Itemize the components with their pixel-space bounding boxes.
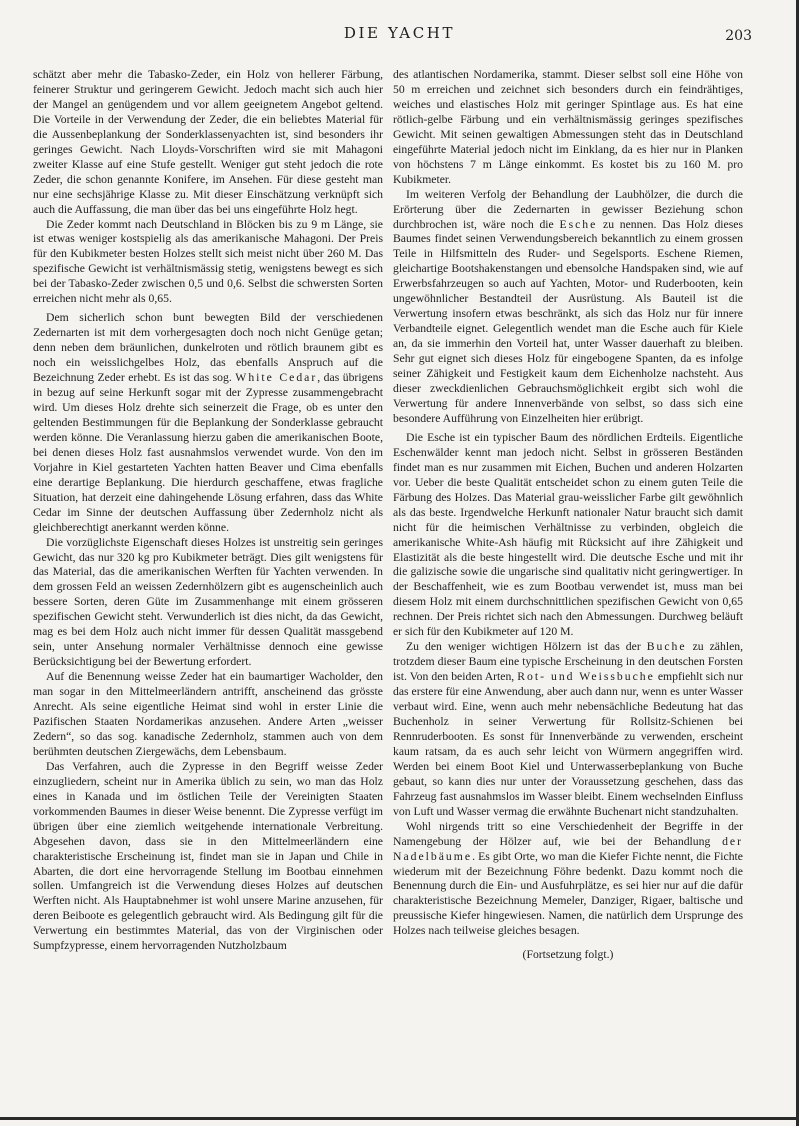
- paragraph-text: , das übrigens in bezug auf seine Herkunft sogar mit der Zypresse zusammengebracht wird. Um dieses Holz drehte sich seinerzeit die Frage, ob es unter den geltenden Bestimmungen für die Beplankung der Sonderklasse gebraucht werden könne. Die Veranlassung hierzu gaben die amerikanischen Boote, bei denen dieses Holz fast ausnahmslos verwendet wurde. Von den im Vorjahre in Kiel gestarteten Yachten hatten Beaver und Cima ebenfalls eine derartige Beplankung. Die hierdurch geschaffene, etwas fragliche Situation, hat derzeit eine dahingehende Lösung erfahren, dass das White Cedar im Sinne der deutschen Auffassung über Zedernholz nicht als gleichberechtigt anerkannt werden könne.: [33, 371, 383, 534]
- running-header-title: DIE YACHT: [343, 24, 456, 42]
- spaced-term-rot-weissbuche: Rot- und Weissbuche: [517, 670, 655, 684]
- paragraph-text: zu nennen. Das Holz dieses Baumes findet seinen Verwendungsbereich bekanntlich zu einem grossen Teile in Hilfsmitteln des Ruder- und Segelsports. Eschene Riemen, gleichartige Bootshakenstangen und ebensolche Handspaken sind, wie auf Erwerbsfahrzeugen so auch auf Yachten, Motor- und Ruderbooten, kein ungewöhnlicher Bestandteil der Ausrüstung. Als Bauteil ist die Verwertung insofern etwas beschränkt, als sich das Holz nur für innere Verbandteile eignet. Gelegentlich wendet man die Esche auch für Kiele an, da sie immerhin den Vorteil hat, unter Wasser dauerhaft zu bleiben. Sehr gut eignet sich dieses Holz für eingebogene Spanten, da es infolge seiner Zähigkeit und Festigkeit kaum dem Eichenholze nachsteht. Aus dieser zweckdienlichen Gebrauchsmöglichkeit ergibt sich wohl die Verwertung für andere Innenverbände von selbst, so dass sich eine besondere Aufführung von Einzelheiten hier erübrigt.: [393, 217, 744, 425]
- paragraph: Das Verfahren, auch die Zypresse in den Begriff weisse Zeder einzugliedern, scheint nur in Amerika üblich zu sein, wo man das Holz eines in Kanada und im östlichen Teile der Vereinigten Staaten vorkommenden Baumes in dieser Weise benennt. Die Zypresse verfügt im übrigen über eine ziemlich weitgehende internationale Verbreitung. Abgesehen davon, dass sie in den Mittelmeerländern eine charakteristische Erscheinung ist, findet man sie in Japan und Chile in Abarten, die dort eine hervorragende Stellung im Bootbau einnehmen sollen. Umfangreich ist die Verwendung dieses Holzes auf deutschen Werften nicht. Als Hauptabnehmer ist wohl unsere Marine anzusehen, für deren Beiboote es gelegentlich gebraucht wird. Als Bedingung gilt für die Verwertung ein bestimmtes Material, das von der Virginischen oder Sumpfzypresse, einem hervorragenden Nutzholzbaum: [33, 759, 383, 953]
- paragraph: Die Esche ist ein typischer Baum des nördlichen Erdteils. Eigentliche Eschenwälder kennt man jedoch nicht. Selbst in grösseren Beständen findet man es nur zusammen mit Eichen, Buchen und anderen Holzarten vor. Ueber die beste Qualität entscheidet schon zu einem guten Teile die Färbung des Holzes. Das Material grau-weisslicher Farbe gilt gewöhnlich als das beste. Irgendwelche Herkunft nationaler Natur braucht sich damit nicht für die heimischen Verhältnisse zu verbinden, obgleich die amerikanische White-Ash häufig mit Rücksicht auf ihre Zähigkeit und Elastizität als die beste hingestellt wird. Die deutsche Esche und mit ihr die galizische sowie die ungarische sind qualitativ nicht geringwertiger. In der Beschaffenheit, wie es zum Bootbau verwendet ist, muss man bei diesem Holz mit einem durchschnittlichen spezifischen Gewicht von 0,65 rechnen. Der Preis richtet sich nach den Abmessungen. Durchweg beläuft er sich für den Kubikmeter auf 120 M.: [393, 430, 743, 639]
- paragraph: Die Zeder kommt nach Deutschland in Blöcken bis zu 9 m Länge, sie ist etwas weniger kostspielig als das amerikanische Mahagoni. Der Preis für den Kubikmeter besten Holzes stellt sich meist nicht über 260 M. Das spezifische Gewicht ist verhältnismässig stetig, wenigstens bewegt es sich bei der Tabasko-Zeder zwischen 0,5 und 0,6. Selbst die schwersten Sorten erreichen nicht mehr als 0,65.: [33, 217, 383, 306]
- paragraph: [33, 311, 383, 535]
- paragraph-text: Im weiteren Verfolg der Behandlung der Laubhölzer, die durch die Erörterung über die Zedernarten in gewisser Beziehung schon durchbrochen ist, wäre noch die: [393, 187, 743, 231]
- paragraph-text: . Es gibt Orte, wo man die Kiefer Fichte nennt, die Fichte wiederum mit der Bezeichnung Föhre bedenkt. Dazu kommt noch die Benennung durch die Ein- und Ausfuhrplätze, es sei hier nur auf die dafür charakteristische Bezeichnung Memeler, Danziger, Rigaer, baltische und preussische Kiefer hingewiesen. Namen, die natürlich dem Ursprunge des Holzes nach teilweise gleiches besagen.: [393, 849, 743, 938]
- paragraph-text: Zu den weniger wichtigen Hölzern ist das der: [406, 640, 641, 654]
- page-number: 203: [725, 28, 752, 44]
- spaced-term-buche: Buche: [646, 640, 687, 654]
- continued-note: (Fortsetzung folgt.): [522, 948, 614, 962]
- paragraph: Auf die Benennung weisse Zeder hat ein baumartiger Wacholder, den man sogar in den Mittelmeerländern antrifft, anscheinend das grösste Anrecht. Als seine eigentliche Heimat sind wohl in erster Linie die Pazifischen Staaten Nordamerikas anzusehen. Andere Arten „weisser Zedern“, so das sog. kanadische Zedernholz, stammen auch von dem berühmten deutschen Ziergewächs, dem Lebensbaum.: [33, 670, 383, 758]
- left-text-column: [33, 68, 383, 954]
- paragraph: [393, 188, 743, 427]
- scan-bottom-edge: [0, 1117, 799, 1120]
- paragraph: des atlantischen Nordamerika, stammt. Dieser selbst soll eine Höhe von 50 m erreichen und zeichnet sich besonders durch ein feindrähtiges, weiches und elastisches Holz mit geringer Spintlage aus. Es hat eine rötlich-gelbe Färbung und ein verhältnismässig geringes spezifisches Gewicht. Mit seinen gewaltigen Abmessungen steht das in Deutschland eingeführte Material jedoch nicht im Einklang, da es hier nur in Planken von höchstens 7 m Länge einkommt. Es kostet bis zu 160 M. pro Kubikmeter.: [393, 68, 743, 186]
- spaced-term-nadelbaeume: der Nadelbäume: [393, 834, 744, 863]
- paragraph: Die vorzüglichste Eigenschaft dieses Holzes ist unstreitig sein geringes Gewicht, das nur 320 kg pro Kubikmeter beträgt. Dies gilt wenigstens für das Material, das die amerikanischen Werften für Yachten verwenden. In dem grossen Feld an weissen Zedernhölzern gibt es augenscheinlich auch bessere Sorten, deren Güte im Zusammenhange mit einem grösseren spezifischen Gewicht steht. Verwunderlich ist dies nicht, da das Gewicht, mag es bei dem Holz auch nicht immer für dessen Qualität massgebend sein, unter Ansehung normaler Verhältnisse dennoch eine gewisse Berücksichtigung bei der Bewertung erfordert.: [33, 535, 383, 669]
- right-text-column: [393, 68, 743, 963]
- paragraph-text: Wohl nirgends tritt so eine Verschiedenheit der Begriffe in der Namengebung der Hölzer auf, wie bei der Behandlung: [393, 819, 743, 848]
- paragraph-text: zu zählen, trotzdem dieser Baum eine typische Erscheinung in den deutschen Forsten ist. Von den beiden Arten,: [393, 640, 744, 684]
- paragraph-text: empfiehlt sich nur das erstere für eine Anwendung, aber auch dann nur, wenn es unter Wasser verbaut wird. Eine, wenn auch mehr nebensächliche Bedeutung hat das Buchenholz in seiner Verwertung für Rollsitz-Schienen bei Rennruderbooten. Es sonst für Innenverbände zu verwenden, erscheint kaum ratsam, da es auch sehr leicht von Würmern angegriffen wird. Werden bei einem Boot Kiel und Unterwasserbeplankung von Buche gebaut, so kann dies nur unter der Voraussetzung geschehen, dass das Fahrzeug fast ausnahmslos im Wasser bleibt. Einem wechselnden Einfluss von Luft und Wasser vermag die erwähnte Buchenart nicht standzuhalten.: [393, 670, 744, 818]
- spaced-term-esche: Esche: [559, 217, 598, 231]
- paragraph: schätzt aber mehr die Tabasko-Zeder, ein Holz von hellerer Färbung, feinerer Struktur und geringerem Gewicht. Jedoch macht sich auch hier der Mangel an genügendem und vor allem geeignetem Angebot geltend. Die Vorteile in der Verwendung der Zeder, die ein beliebtes Material für die Aussenbeplankung der Sonderklassenyachten ist, sind besonders ihr geringes Gewicht. Nach Lloyds-Vorschriften wird sie mit Mahagoni zweiter Klasse auf eine Stufe gestellt. Weniger gut steht jedoch die rote Zeder, die schon genannte Konifere, im Ansehen. Für diese gesteht man nur eine sechsjährige Klasse zu. Mit dieser Einschätzung verknüpft sich auch die Auffassung, die man über das bei uns eingeführte Holz hegt.: [33, 68, 383, 216]
- paragraph-text: Dem sicherlich schon bunt bewegten Bild der verschiedenen Zedernarten ist mit dem vorhergesagten doch noch nicht Genüge getan; denn neben dem bräunlichen, dunkelroten und rötlich braunem gibt es noch ein weisslichgelbes Holz, das ebenfalls Anspruch auf die Bezeichnung Zeder erhebt. Es ist das sog.: [33, 311, 383, 385]
- paragraph: [393, 820, 743, 940]
- paragraph: [393, 640, 743, 819]
- spaced-term-white-cedar: White Cedar: [235, 371, 318, 385]
